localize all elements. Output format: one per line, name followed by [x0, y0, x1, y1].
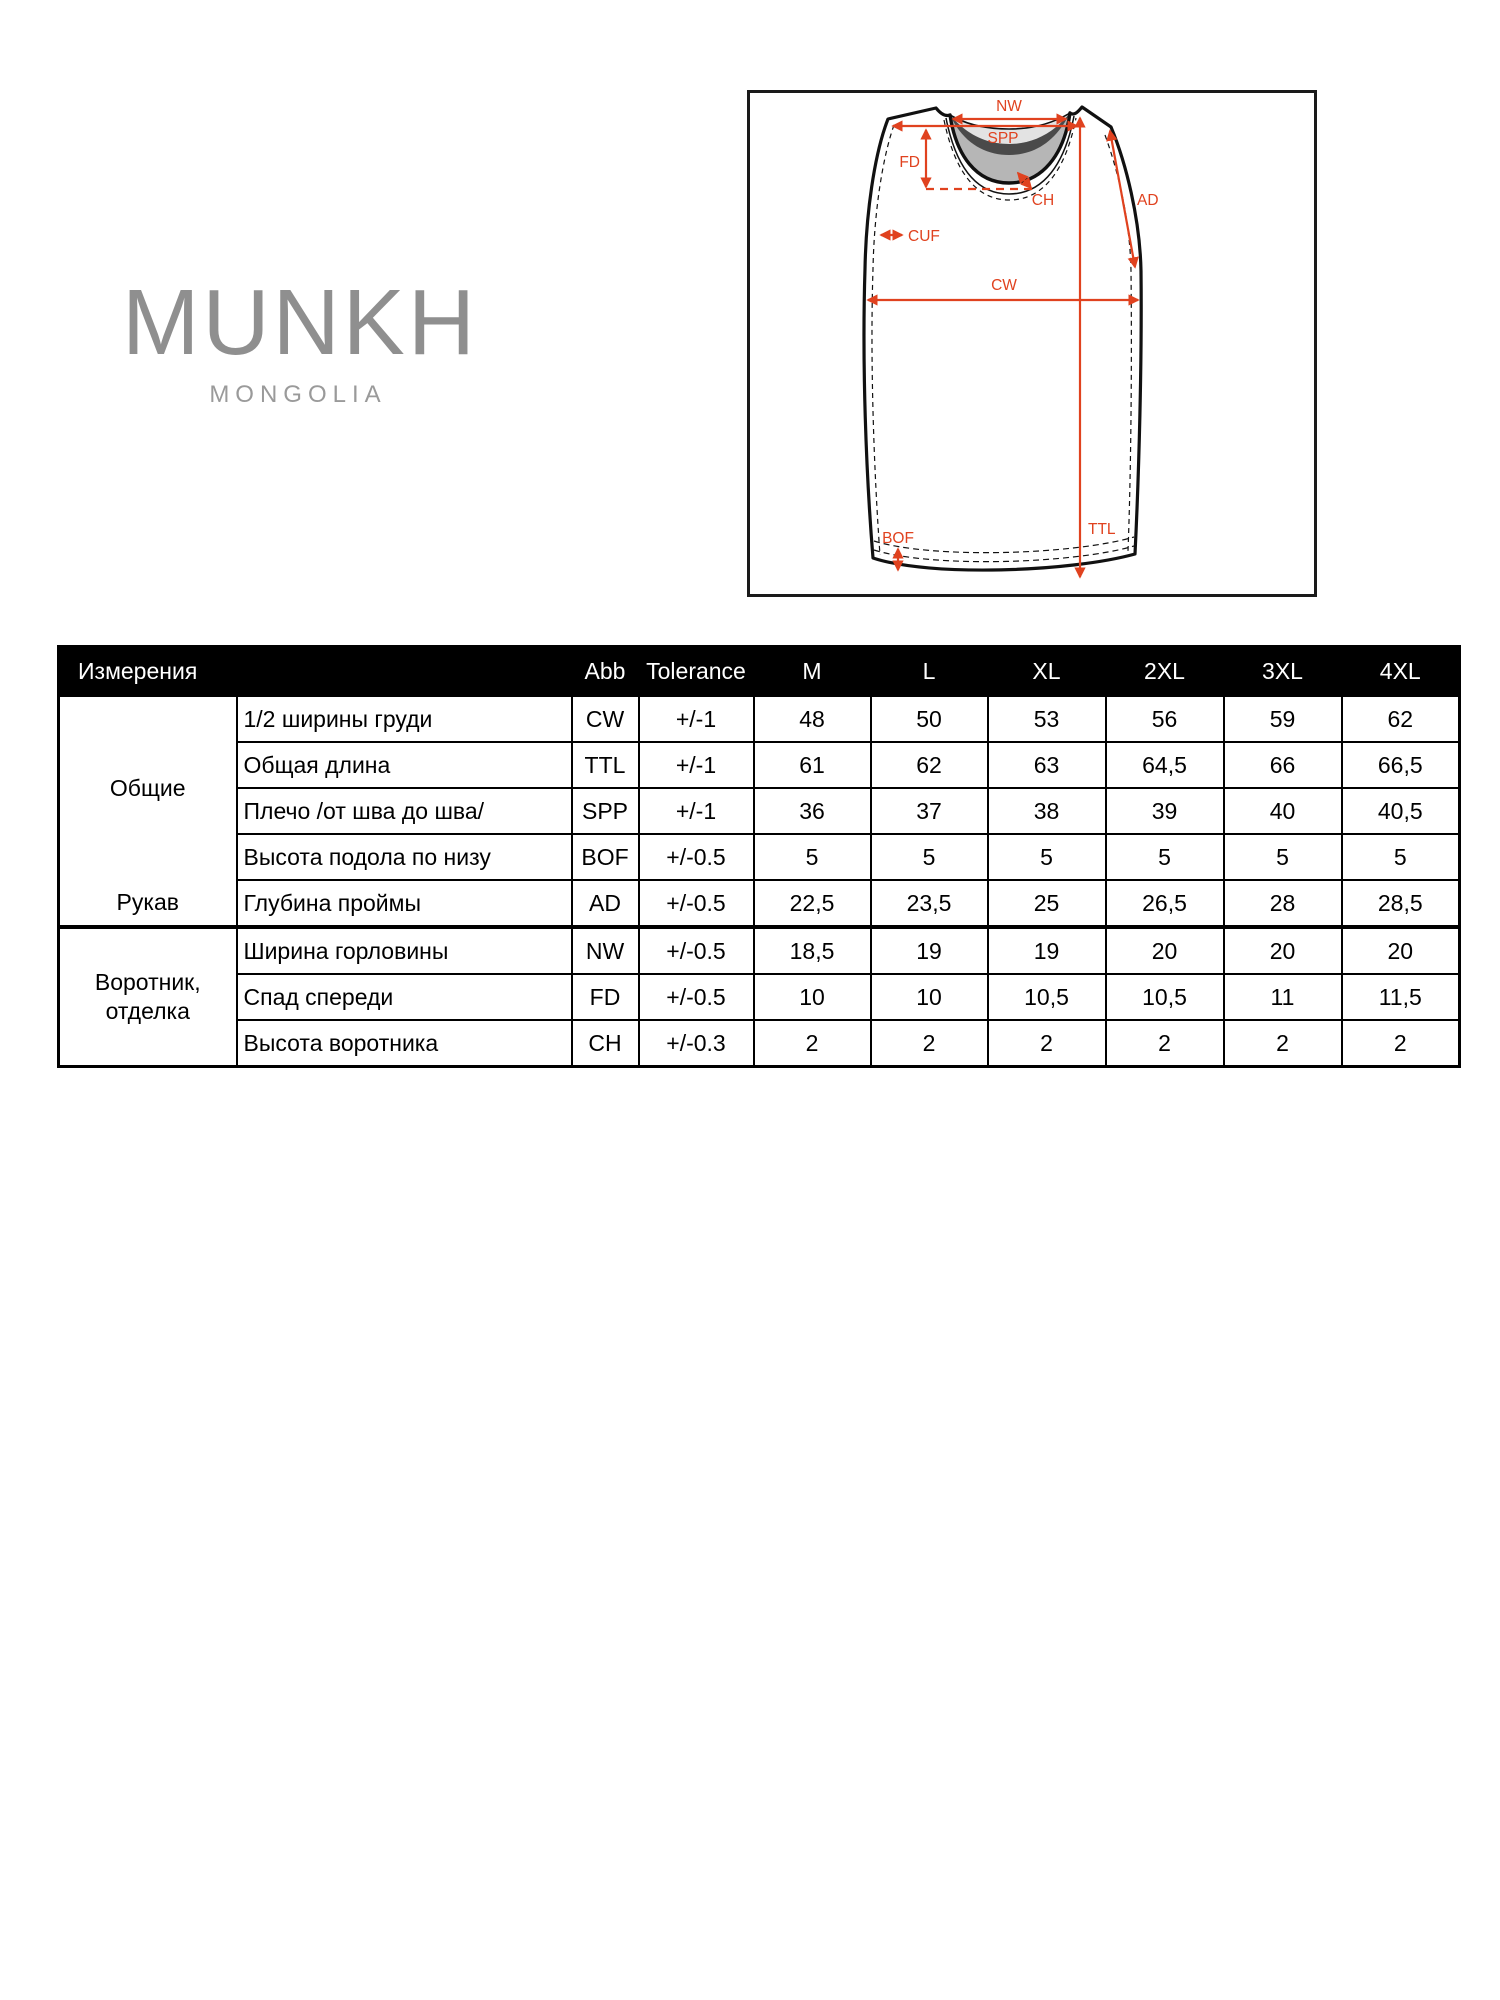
- row-abb: CH: [572, 1020, 639, 1067]
- measure-label-spp: SPP: [987, 130, 1019, 147]
- garment-diagram: [750, 93, 1314, 594]
- header-size-l: L: [871, 647, 988, 696]
- cell-value: 19: [871, 927, 988, 974]
- cell-value: 5: [1342, 834, 1460, 880]
- cell-value: 2: [1342, 1020, 1460, 1067]
- cell-value: 5: [1106, 834, 1224, 880]
- table-row: [59, 834, 1460, 880]
- header-measurements: Измерения: [59, 647, 572, 696]
- cell-value: 26,5: [1106, 880, 1224, 927]
- measure-label-bof: BOF: [882, 530, 914, 547]
- group-label-general: Общие: [109, 774, 186, 801]
- row-name: Ширина горловины: [237, 927, 572, 974]
- measure-label-cw: CW: [991, 277, 1017, 294]
- header-abb: Abb: [572, 647, 639, 696]
- group-label-sleeve: Рукав: [116, 888, 179, 915]
- cell-value: 20: [1224, 927, 1342, 974]
- row-abb: BOF: [572, 834, 639, 880]
- row-tolerance: +/-0.5: [639, 834, 754, 880]
- cell-value: 5: [754, 834, 871, 880]
- row-name: Общая длина: [237, 742, 572, 788]
- row-name: Глубина проймы: [237, 880, 572, 927]
- measure-label-cuf: CUF: [908, 228, 940, 245]
- cell-value: 66: [1224, 742, 1342, 788]
- row-abb: TTL: [572, 742, 639, 788]
- cell-value: 50: [871, 696, 988, 743]
- table-row: [59, 696, 1460, 743]
- cell-value: 11: [1224, 974, 1342, 1020]
- cell-value: 40,5: [1342, 788, 1460, 834]
- row-abb: CW: [572, 696, 639, 743]
- row-tolerance: +/-0.5: [639, 927, 754, 974]
- group-label-collar: Воротник, отделка: [59, 927, 237, 1067]
- table-row: [59, 742, 1460, 788]
- row-name: Спад спереди: [237, 974, 572, 1020]
- cell-value: 28: [1224, 880, 1342, 927]
- cell-value: 66,5: [1342, 742, 1460, 788]
- cell-value: 10,5: [1106, 974, 1224, 1020]
- cell-value: 61: [754, 742, 871, 788]
- cell-value: 38: [988, 788, 1106, 834]
- cell-value: 62: [871, 742, 988, 788]
- row-name: 1/2 ширины груди: [237, 696, 572, 743]
- row-tolerance: +/-1: [639, 696, 754, 743]
- table-row: [59, 1020, 1460, 1067]
- cell-value: 11,5: [1342, 974, 1460, 1020]
- table-row: [59, 927, 1460, 974]
- brand-logo: [122, 270, 478, 409]
- header-size-m: M: [754, 647, 871, 696]
- cell-value: 64,5: [1106, 742, 1224, 788]
- cell-value: 53: [988, 696, 1106, 743]
- table-row: [59, 788, 1460, 834]
- header-size-xl: XL: [988, 647, 1106, 696]
- row-tolerance: +/-1: [639, 788, 754, 834]
- row-abb: AD: [572, 880, 639, 927]
- header-tolerance: Tolerance: [639, 647, 754, 696]
- cell-value: 19: [988, 927, 1106, 974]
- measure-label-fd: FD: [899, 154, 920, 171]
- cell-value: 37: [871, 788, 988, 834]
- cell-value: 18,5: [754, 927, 871, 974]
- cell-value: 23,5: [871, 880, 988, 927]
- cell-value: 2: [988, 1020, 1106, 1067]
- row-name: Плечо /от шва до шва/: [237, 788, 572, 834]
- cell-value: 2: [871, 1020, 988, 1067]
- row-abb: FD: [572, 974, 639, 1020]
- cell-value: 62: [1342, 696, 1460, 743]
- header-size-4xl: 4XL: [1342, 647, 1460, 696]
- cell-value: 25: [988, 880, 1106, 927]
- row-abb: SPP: [572, 788, 639, 834]
- table-row: [59, 880, 1460, 927]
- measure-label-nw: NW: [996, 98, 1022, 115]
- cell-value: 22,5: [754, 880, 871, 927]
- brand-name: MUNKH: [122, 270, 478, 374]
- group-cell-general-sleeve: [59, 696, 237, 928]
- cell-value: 36: [754, 788, 871, 834]
- measure-label-ad: AD: [1137, 192, 1159, 209]
- cell-value: 59: [1224, 696, 1342, 743]
- cell-value: 2: [754, 1020, 871, 1067]
- cell-value: 40: [1224, 788, 1342, 834]
- brand-region: MONGOLIA: [209, 381, 387, 408]
- cell-value: 56: [1106, 696, 1224, 743]
- row-tolerance: +/-0.5: [639, 880, 754, 927]
- row-name: Высота воротника: [237, 1020, 572, 1067]
- row-tolerance: +/-1: [639, 742, 754, 788]
- cell-value: 28,5: [1342, 880, 1460, 927]
- cell-value: 20: [1106, 927, 1224, 974]
- measure-label-ch: CH: [1031, 192, 1055, 209]
- cell-value: 63: [988, 742, 1106, 788]
- row-name: Высота подола по низу: [237, 834, 572, 880]
- cell-value: 20: [1342, 927, 1460, 974]
- cell-value: 5: [1224, 834, 1342, 880]
- measure-label-ttl: TTL: [1088, 521, 1116, 538]
- table-header-row: [59, 647, 1460, 696]
- cell-value: 10: [871, 974, 988, 1020]
- cell-value: 2: [1224, 1020, 1342, 1067]
- cell-value: 2: [1106, 1020, 1224, 1067]
- cell-value: 39: [1106, 788, 1224, 834]
- header-size-3xl: 3XL: [1224, 647, 1342, 696]
- row-tolerance: +/-0.5: [639, 974, 754, 1020]
- garment-diagram-frame: [747, 90, 1317, 597]
- cell-value: 5: [988, 834, 1106, 880]
- table-row: [59, 974, 1460, 1020]
- size-table: [57, 645, 1461, 1068]
- row-abb: NW: [572, 927, 639, 974]
- cell-value: 10: [754, 974, 871, 1020]
- header-size-2xl: 2XL: [1106, 647, 1224, 696]
- cell-value: 48: [754, 696, 871, 743]
- row-tolerance: +/-0.3: [639, 1020, 754, 1067]
- cell-value: 10,5: [988, 974, 1106, 1020]
- cell-value: 5: [871, 834, 988, 880]
